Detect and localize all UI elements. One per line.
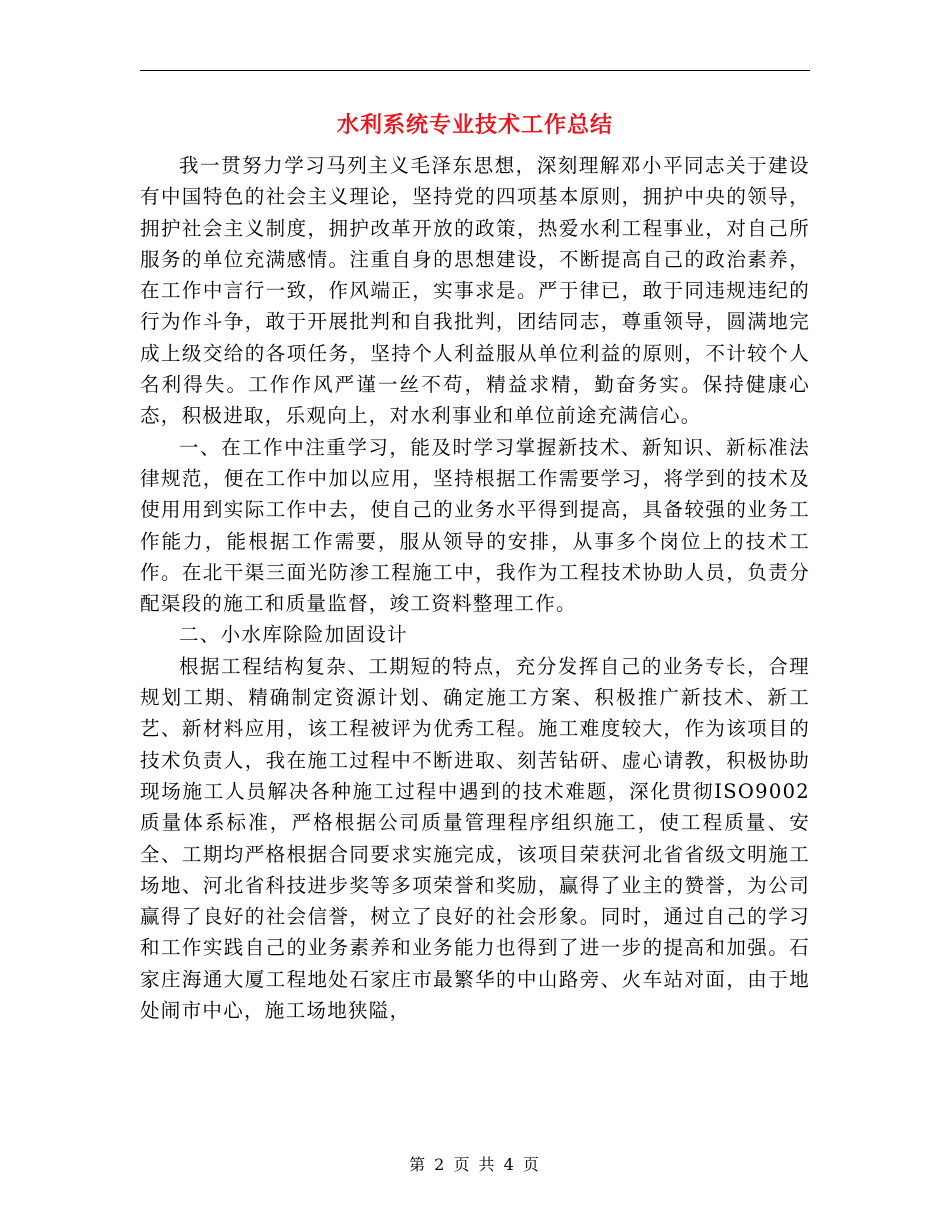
header-rule <box>140 70 810 71</box>
document-title: 水利系统专业技术工作总结 <box>336 112 613 138</box>
paragraph-section-one: 一、在工作中注重学习，能及时学习掌握新技术、新知识、新标准法律规范，便在工作中加以应用，坚持根据工作需要学习，将学到的技术及使用用到实际工作中去，使自己的业务水平得到提高，具备较强的业务工作能力，能根据工作需要，服从领导的安排，从事多个岗位上的技术工作。在北干渠三面光防渗工程施工中，我作为工程技术协助人员，负责分配渠段的施工和质量监督，竣工资料整理工作。 <box>140 435 810 616</box>
paragraph-intro: 我一贯努力学习马列主义毛泽东思想，深刻理解邓小平同志关于建设有中国特色的社会主义理论，坚持党的四项基本原则，拥护中央的领导，拥护社会主义制度，拥护改革开放的政策，热爱水利工程事业，对自己所服务的单位充满感情。注重自身的思想建设，不断提高自己的政治素养，在工作中言行一致，作风端正，实事求是。严于律已，敢于同违规违纪的行为作斗争，敢于开展批判和自我批判，团结同志，尊重领导，圆满地完成上级交给的各项任务，坚持个人利益服从单位利益的原则，不计较个人名利得失。工作作风严谨一丝不苟，精益求精，勤奋务实。保持健康心态，积极进取，乐观向上，对水利事业和单位前途充满信心。 <box>140 154 810 428</box>
document-body <box>140 150 810 1026</box>
paragraph-section-two-body: 根据工程结构复杂、工期短的特点，充分发挥自己的业务专长，合理规划工期、精确制定资源计划、确定施工方案、积极推广新技术、新工艺、新材料应用，该工程被评为优秀工程。施工难度较大，作为该项目的技术负责人，我在施工过程中不断进取、刻苦钻研、虚心请教，积极协助现场施工人员解决各种施工过程中遇到的技术难题，深化贯彻ISO9002质量体系标准，严格根据公司质量管理程序组织施工，使工程质量、安全、工期均严格根据合同要求实施完成，该项目荣获河北省省级文明施工场地、河北省科技进步奖等多项荣誉和奖励，赢得了业主的赞誉，为公司赢得了良好的社会信誉，树立了良好的社会形象。同时，通过自己的学习和工作实践自己的业务素养和业务能力也得到了进一步的提高和加强。石家庄海通大厦工程地处石家庄市最繁华的中山路旁、火车站对面，由于地处闹市中心，施工场地狭隘， <box>140 654 810 1023</box>
paragraph-section-two-heading: 二、小水库除险加固设计 <box>179 623 408 647</box>
page-footer: 第 2 页 共 4 页 <box>409 1155 541 1174</box>
